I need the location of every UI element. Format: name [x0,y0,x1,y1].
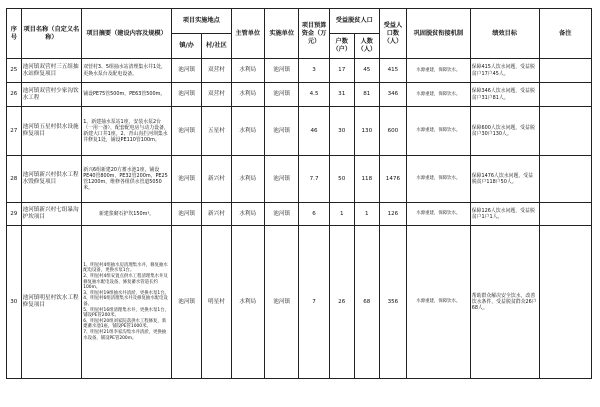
cell-name: 池河镇双营村少家沟饮水工程 [21,83,82,107]
summary-line: 1、明星村4组抽水房清理集水井，修复抽水配电设备，更换水泵1台。 [83,262,168,274]
cell-seq: 26 [7,83,22,107]
cell-households: 1 [329,203,354,226]
cell-seq: 30 [7,226,22,379]
cell-households: 17 [329,59,354,83]
cell-persons: 1 [354,203,379,226]
cell-remark [539,83,591,107]
cell-name: 池河镇新兴村七组暴沟护坎项目 [21,203,82,226]
cell-mechanism: 水源重建，保障饮水。 [406,107,470,156]
table-row [7,226,592,379]
cell-beneficiaries: 415 [379,59,406,83]
cell-village: 新兴村 [202,203,231,226]
summary-line: 7、明星村21组李家沟集水井清淤，更换抽水设备，铺设PE管200m。 [83,329,167,341]
header-village: 村/社区 [202,34,231,59]
summary-line: 3、明星村19组抽水井清淤，更换水泵1台。 [83,290,170,296]
header-households: 户数（户） [329,34,354,59]
header-goal: 绩效目标 [470,9,539,59]
cell-seq: 25 [7,59,22,83]
cell-town: 池河镇 [172,59,202,83]
cell-impl: 池河镇 [264,59,298,83]
cell-remark [539,107,591,156]
cell-village: 双营村 [202,59,231,83]
cell-village: 双营村 [202,83,231,107]
cell-remark [539,59,591,83]
cell-town: 池河镇 [172,226,202,379]
cell-budget: 7.7 [299,156,329,203]
cell-town: 池河镇 [172,156,202,203]
header-impl: 实施单位 [264,9,298,59]
cell-beneficiaries: 356 [379,226,406,379]
cell-goal: 保障600人饮水问题，受益脱贫户30户130人。 [470,107,539,156]
cell-mechanism: 水源重建，保障饮水。 [406,83,470,107]
cell-goal: 保障346人饮水问题，受益脱贫户31户81人。 [470,83,539,107]
cell-dept: 水利局 [231,83,264,107]
cell-dept: 水利局 [231,156,264,203]
cell-goal: 保障415人饮水问题，受益脱贫户17户45人。 [470,59,539,83]
header-benefit: 受益脱贫人口 [329,9,379,34]
cell-summary [82,226,172,379]
cell-impl: 池河镇 [264,203,298,226]
cell-town: 池河镇 [172,107,202,156]
cell-name: 池河镇双营村三五组抽水站修复项目 [21,59,82,83]
cell-mechanism: 水源重建，保障饮水。 [406,226,470,379]
cell-budget: 4.5 [299,83,329,107]
cell-seq: 28 [7,156,22,203]
cell-beneficiaries: 346 [379,83,406,107]
header-beneficiaries: 受益人口数（人） [379,9,406,59]
cell-households: 50 [329,156,354,203]
header-dept: 主管单位 [231,9,264,59]
cell-households: 31 [329,83,354,107]
summary-line: 4、明星村6组清理集水井及修复抽水配电设备。 [83,296,168,307]
cell-impl: 池河镇 [264,83,298,107]
cell-summary: 新兴6组新建20方蓄水池1座，铺设PE40管800m，PE32管200m，PE25管1200m，维修各组供水管道5050米。 [82,156,172,203]
cell-persons: 45 [354,59,379,83]
cell-summary: 双营村3、5组抽水站清理集水井1处，更换水泵台及配电设备。 [82,59,172,83]
header-summary: 项目摘要（建设内容及规模） [82,9,172,59]
cell-persons: 130 [354,107,379,156]
summary-line: 2、明星村4组安置点供水工程清理集水井及修复抽水配电设备，修复蓄水管道长约100m。 [83,274,168,291]
cell-beneficiaries: 600 [379,107,406,156]
project-table [6,8,592,379]
cell-persons: 68 [354,226,379,379]
cell-village: 新兴村 [202,156,231,203]
header-budget: 项目预算资金（万元） [299,9,329,59]
cell-seq: 29 [7,203,22,226]
cell-budget: 7 [299,226,329,379]
cell-village: 明星村 [202,226,231,379]
cell-summary: 新建浆砌石护坎150m³。 [82,203,172,226]
cell-persons: 118 [354,156,379,203]
cell-remark [539,226,591,379]
cell-goal: 保障1476人饮水问题，受益脱贫户118户50人。 [470,156,539,203]
header-name: 项目名称（自定义名称） [21,9,82,59]
cell-name: 池河镇新兴村供水工程水毁修复项目 [21,156,82,203]
cell-town: 池河镇 [172,203,202,226]
summary-line: 5、明星村16组清理集水井，更换水泵1台，铺设PE管200米。 [83,307,170,319]
cell-summary: 1、新建抽水泵站1座，安装水泵2台（一用一备），配套配电房与动力设备，新建大口井1座。2、青山沟拦河坝集水井修复1处，铺设PE110管100m。 [82,107,172,156]
header-remark: 备注 [539,9,591,59]
header-town: 镇/办 [172,34,202,59]
header-row-1 [7,9,592,34]
cell-persons: 81 [354,83,379,107]
cell-households: 26 [329,226,354,379]
cell-dept: 水利局 [231,59,264,83]
cell-dept: 水利局 [231,203,264,226]
cell-budget: 3 [299,59,329,83]
cell-impl: 池河镇 [264,107,298,156]
summary-line: 6、明星村20组刘家院落供水工程修复，新建蓄水池1座，铺设PE管1000米。 [83,318,167,330]
cell-remark [539,156,591,203]
cell-households: 30 [329,107,354,156]
header-persons: 人数（人） [354,34,379,59]
cell-mechanism: 水源重建，保障饮水。 [406,59,470,83]
cell-mechanism: 水源重建，保障饮水。 [406,156,470,203]
cell-town: 池河镇 [172,83,202,107]
cell-dept: 水利局 [231,226,264,379]
cell-budget: 6 [299,203,329,226]
table-row [7,156,592,203]
cell-budget: 46 [299,107,329,156]
table-row [7,83,592,107]
cell-name: 池河镇五星村供水设施修复项目 [21,107,82,156]
cell-impl: 池河镇 [264,156,298,203]
cell-village: 五星村 [202,107,231,156]
cell-beneficiaries: 1476 [379,156,406,203]
cell-name: 池河镇明星村饮水工程修复项目 [21,226,82,379]
header-location: 项目实施地点 [172,9,232,34]
cell-beneficiaries: 126 [379,203,406,226]
header-seq: 序号 [7,9,22,59]
cell-goal: 帮助群众解决安全饮水，改善饮水条件，受益脱贫群众26户68人。 [470,226,539,379]
header-mechanism: 巩固脱贫衔接机制 [406,9,470,59]
cell-goal: 保障126人饮水问题，受益脱贫户1户1人。 [470,203,539,226]
cell-dept: 水利局 [231,107,264,156]
cell-mechanism: 水源重建，保障饮水。 [406,203,470,226]
cell-seq: 27 [7,107,22,156]
cell-summary: 铺设PE75管500m，PE63管500m。 [82,83,172,107]
table-row [7,107,592,156]
table-row [7,59,592,83]
table-row [7,203,592,226]
cell-remark [539,203,591,226]
cell-impl: 池河镇 [264,226,298,379]
